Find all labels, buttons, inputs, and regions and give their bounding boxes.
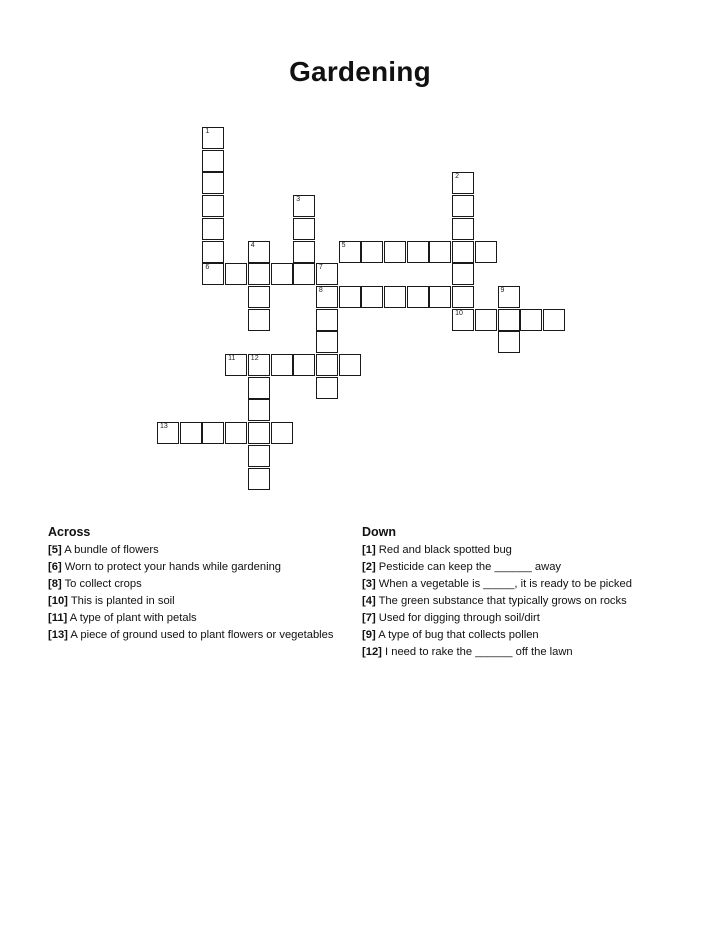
clue-down-3 <box>362 576 662 593</box>
grid-cell[interactable] <box>225 354 247 376</box>
clue-down-9 <box>362 627 662 644</box>
grid-cell[interactable] <box>248 241 270 263</box>
grid-cell[interactable] <box>452 241 474 263</box>
grid-cell[interactable] <box>498 309 520 331</box>
clue-down-4 <box>362 593 662 610</box>
grid-cell[interactable] <box>180 422 202 444</box>
across-clues <box>48 524 348 644</box>
clue-number: [9] <box>362 629 376 641</box>
grid-cell[interactable] <box>316 331 338 353</box>
grid-cell[interactable] <box>271 263 293 285</box>
puzzle-title: Gardening <box>289 56 431 87</box>
cell-number: 7 <box>318 264 323 272</box>
grid-cell[interactable] <box>248 445 270 467</box>
grid-cell[interactable] <box>248 354 270 376</box>
cell-number: 9 <box>500 286 505 294</box>
grid-cell[interactable] <box>498 331 520 353</box>
grid-cell[interactable] <box>202 241 224 263</box>
grid-cell[interactable] <box>316 354 338 376</box>
grid-cell[interactable] <box>202 127 224 149</box>
grid-cell[interactable] <box>498 286 520 308</box>
grid-cell[interactable] <box>452 263 474 285</box>
grid-cell[interactable] <box>429 286 451 308</box>
clue-number: [12] <box>362 646 382 658</box>
grid-cell[interactable] <box>248 468 270 490</box>
clue-across-13 <box>48 627 348 644</box>
grid-cell[interactable] <box>293 241 315 263</box>
grid-cell[interactable] <box>452 172 474 194</box>
cell-number: 11 <box>228 355 236 362</box>
clue-number: [5] <box>48 544 62 556</box>
grid-cell[interactable] <box>429 241 451 263</box>
clue-across-5 <box>48 542 348 559</box>
grid-cell[interactable] <box>384 241 406 263</box>
clue-number: [1] <box>362 544 376 556</box>
clue-text: To collect crops <box>64 578 142 590</box>
down-heading: Down <box>362 525 397 539</box>
clue-across-10 <box>48 593 348 610</box>
cell-number: 10 <box>455 309 463 317</box>
clue-across-8 <box>48 576 348 593</box>
grid-cell[interactable] <box>202 422 224 444</box>
grid-cell[interactable] <box>248 286 270 308</box>
clue-number: [8] <box>48 578 62 590</box>
across-heading: Across <box>48 525 91 539</box>
clue-number: [11] <box>48 612 68 624</box>
clue-down-7 <box>362 610 662 627</box>
grid-cell[interactable] <box>202 150 224 172</box>
grid-cell[interactable] <box>225 263 247 285</box>
clue-text: Used for digging through soil/dirt <box>378 612 540 624</box>
clue-across-6 <box>48 559 348 576</box>
clue-text: A type of plant with petals <box>69 612 197 624</box>
clue-text: Worn to protect your hands while gardening <box>64 561 282 573</box>
grid-cell[interactable] <box>452 309 474 331</box>
grid-cell[interactable] <box>520 309 542 331</box>
grid-cell[interactable] <box>316 263 338 285</box>
grid-cell[interactable] <box>452 195 474 217</box>
clue-text: When a vegetable is _____, it is ready to be picked <box>378 578 632 590</box>
grid-cell[interactable] <box>248 399 270 421</box>
clue-number: [13] <box>48 629 68 641</box>
grid-cell[interactable] <box>543 309 565 331</box>
grid-cell[interactable] <box>384 286 406 308</box>
clue-text: The green substance that typically grows on rocks <box>378 595 627 607</box>
grid-cell[interactable] <box>248 377 270 399</box>
grid-cell[interactable] <box>475 241 497 263</box>
clue-number: [2] <box>362 561 376 573</box>
cell-number: 13 <box>160 423 168 431</box>
clue-number: [7] <box>362 612 376 624</box>
clue-number: [3] <box>362 578 376 590</box>
clue-text: Red and black spotted bug <box>378 544 512 556</box>
cell-number: 2 <box>455 173 459 181</box>
grid-cell[interactable] <box>225 422 247 444</box>
clue-down-1 <box>362 542 662 559</box>
grid-cell[interactable] <box>339 241 361 263</box>
grid-cell[interactable] <box>339 286 361 308</box>
clue-text: A piece of ground used to plant flowers or vegetables <box>70 629 334 641</box>
grid-cell[interactable] <box>407 241 429 263</box>
grid-cell[interactable] <box>339 354 361 376</box>
grid-cell[interactable] <box>293 195 315 217</box>
grid-cell[interactable] <box>316 377 338 399</box>
cell-number: 5 <box>341 241 346 249</box>
clue-number: [10] <box>48 595 68 607</box>
clue-text: A type of bug that collects pollen <box>378 629 539 641</box>
grid-cell[interactable] <box>202 195 224 217</box>
grid-cell[interactable] <box>248 309 270 331</box>
clue-across-11 <box>48 610 348 627</box>
grid-cell[interactable] <box>475 309 497 331</box>
grid-cell[interactable] <box>361 241 383 263</box>
grid-cell[interactable] <box>452 286 474 308</box>
grid-cell[interactable] <box>316 286 338 308</box>
clue-down-12 <box>362 644 662 661</box>
clue-text: Pesticide can keep the ______ away <box>378 561 562 573</box>
grid-cell[interactable] <box>361 286 383 308</box>
grid-cell[interactable] <box>157 422 179 444</box>
clue-number: [6] <box>48 561 62 573</box>
cell-number: 12 <box>250 355 259 362</box>
clue-down-2 <box>362 559 662 576</box>
grid-cell[interactable] <box>271 354 293 376</box>
cell-number: 4 <box>250 241 255 249</box>
grid-cell[interactable] <box>202 172 224 194</box>
grid-cell[interactable] <box>293 218 315 240</box>
cell-number: 1 <box>205 128 210 135</box>
clue-number: [4] <box>362 595 376 607</box>
cell-number: 8 <box>318 286 323 294</box>
down-clues <box>362 524 662 661</box>
grid-cell[interactable] <box>293 263 315 285</box>
grid-cell[interactable] <box>293 354 315 376</box>
cell-number: 3 <box>296 196 301 204</box>
grid-cell[interactable] <box>316 309 338 331</box>
clue-text: This is planted in soil <box>70 595 175 607</box>
clue-text: I need to rake the ______ off the lawn <box>385 646 573 658</box>
grid-cell[interactable] <box>271 422 293 444</box>
grid-cell[interactable] <box>202 263 224 285</box>
cell-number: 6 <box>205 264 210 272</box>
grid-cell[interactable] <box>407 286 429 308</box>
grid-cell[interactable] <box>248 263 270 285</box>
grid-cell[interactable] <box>202 218 224 240</box>
clue-text: A bundle of flowers <box>64 544 159 556</box>
grid-cell[interactable] <box>452 218 474 240</box>
grid-cell[interactable] <box>248 422 270 444</box>
